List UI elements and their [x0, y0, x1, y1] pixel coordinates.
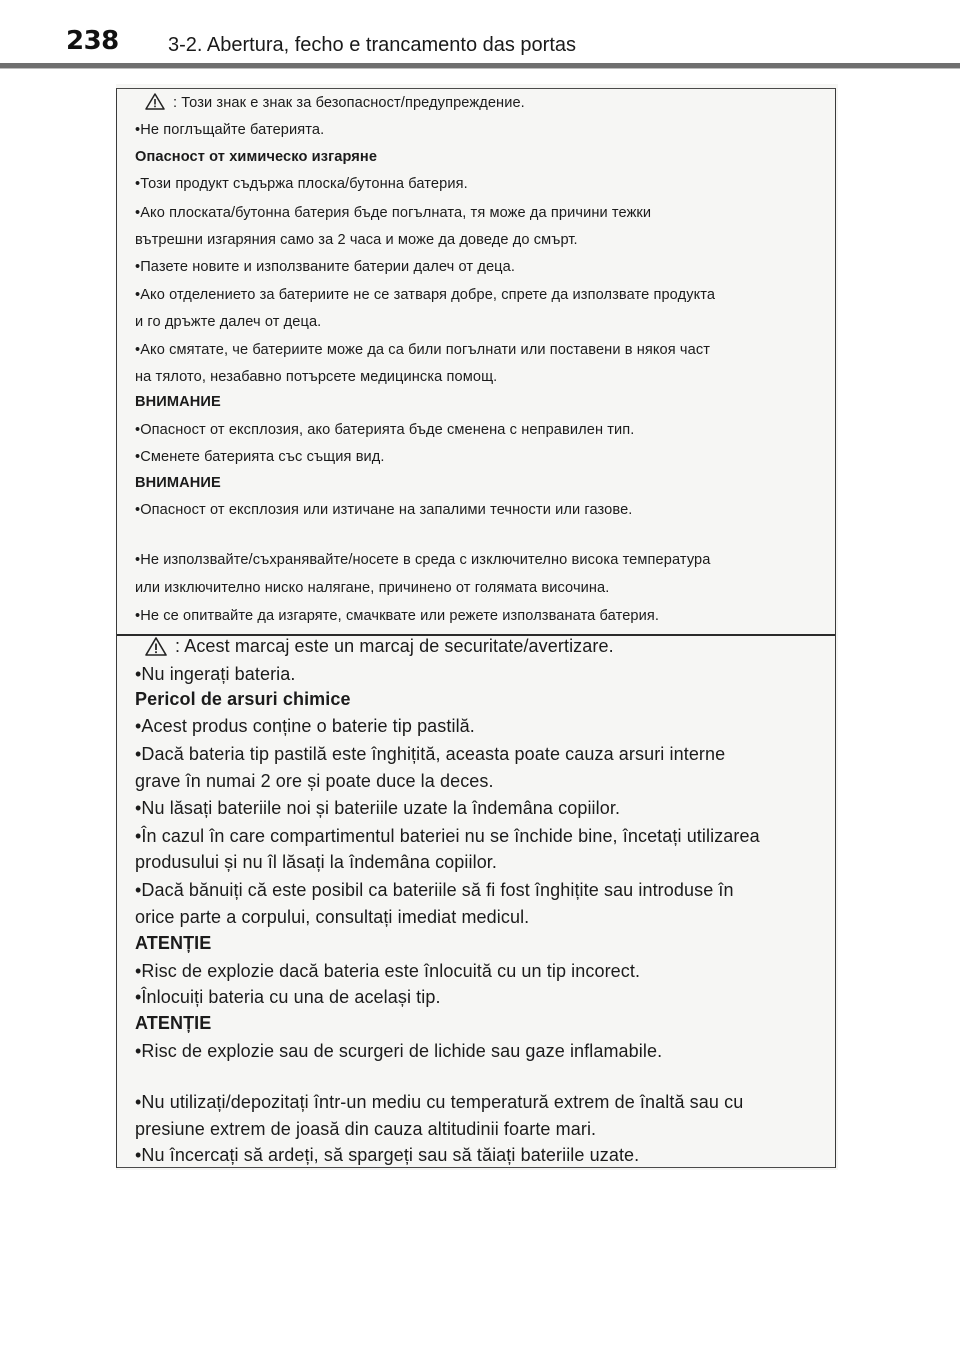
section-title: 3-2. Abertura, fecho e trancamento das portas: [168, 34, 577, 56]
bulgarian-line-8: и го дръжте далеч от деца.: [135, 314, 322, 330]
bulgarian-line-1: •Не поглъщайте батерията.: [135, 122, 325, 138]
romanian-line-4: •Dacă bateria tip pastilă este înghițită, aceasta poate cauza arsuri interne: [135, 744, 726, 764]
page-header: [0, 0, 960, 70]
romanian-line-1: •Nu ingerați bateria.: [135, 664, 296, 684]
header-divider: [0, 63, 960, 68]
bulgarian-line-10: на тялото, незабавно потърсете медицинска помощ.: [135, 369, 498, 385]
bulgarian-line-18: •Не се опитвайте да изгаряте, смачквате или режете използваната батерия.: [135, 608, 660, 624]
bulgarian-line-5: вътрешни изгаряния само за 2 часа и може да доведе до смърт.: [135, 232, 578, 248]
romanian-line-10: orice parte a corpului, consultați imediat medicul.: [135, 907, 530, 927]
romanian-line-6: •Nu lăsați bateriile noi și bateriile uzate la îndemâna copiilor.: [135, 798, 621, 818]
bulgarian-line-16: •Не използвайте/съхранявайте/носете в среда с изключително висока температура: [135, 552, 711, 568]
romanian-line-5: grave în numai 2 ore și poate duce la deces.: [135, 771, 494, 791]
romanian-heading-caution-2: ATENȚIE: [135, 1013, 212, 1033]
bulgarian-heading-caution-1: ВНИМАНИЕ: [135, 394, 221, 410]
bulgarian-line-0: : Този знак е знак за безопасност/предупреждение.: [173, 95, 525, 111]
warning-triangle-icon: [145, 637, 167, 656]
romanian-line-15: •Risc de explozie sau de scurgeri de lichide sau gaze inflamabile.: [135, 1041, 663, 1061]
romanian-heading-chemical-burn: Pericol de arsuri chimice: [135, 689, 351, 709]
bulgarian-heading-chemical-burn: Опасност от химическо изгаряне: [135, 149, 378, 165]
romanian-line-18: •Nu încercați să ardeți, să spargeți sau să tăiați bateriile uzate.: [135, 1145, 640, 1165]
romanian-line-17: presiune extrem de joasă din cauza altitudinii foarte mari.: [135, 1119, 597, 1139]
bulgarian-line-3: •Този продукт съдържа плоска/бутонна батерия.: [135, 176, 468, 192]
warning-triangle-icon: [145, 93, 165, 110]
romanian-line-12: •Risc de explozie dacă bateria este înlocuită cu un tip incorect.: [135, 961, 641, 981]
bulgarian-line-6: •Пазете новите и използваните батерии далеч от деца.: [135, 259, 515, 275]
romanian-safety-line: [145, 636, 614, 657]
page-number: 238: [66, 26, 119, 56]
romanian-line-3: •Acest produs conține o baterie tip pastilă.: [135, 716, 475, 736]
bulgarian-safety-line: [145, 93, 525, 111]
bulgarian-line-12: •Опасност от експлозия, ако батерията бъде сменена с неправилен тип.: [135, 422, 635, 438]
romanian-line-9: •Dacă bănuiți că este posibil ca bateriile să fi fost înghițite sau introduse în: [135, 880, 734, 900]
romanian-line-16: •Nu utilizați/depozitați într-un mediu cu temperatură extrem de înaltă sau cu: [135, 1092, 744, 1112]
bulgarian-warning-panel: [116, 88, 836, 636]
bulgarian-heading-caution-2: ВНИМАНИЕ: [135, 475, 221, 491]
romanian-line-0: : Acest marcaj este un marcaj de securitate/avertizare.: [175, 636, 614, 656]
bulgarian-line-15: •Опасност от експлозия или изтичане на запалими течности или газове.: [135, 502, 633, 518]
romanian-line-7: •În cazul în care compartimentul bateriei nu se închide bine, încetați utilizarea: [135, 826, 760, 846]
bulgarian-line-4: •Ако плоската/бутонна батерия бъде погълната, тя може да причини тежки: [135, 205, 652, 221]
bulgarian-line-7: •Ако отделението за батериите не се затваря добре, спрете да използвате продукта: [135, 287, 716, 303]
romanian-line-13: •Înlocuiți bateria cu una de același tip.: [135, 987, 441, 1007]
romanian-warning-panel: [116, 632, 836, 1168]
bulgarian-line-13: •Сменете батерията със същия вид.: [135, 449, 385, 465]
romanian-line-8: produsului și nu îl lăsați la îndemâna copiilor.: [135, 852, 498, 872]
bulgarian-line-17: или изключително ниско налягане, причинено от голямата височина.: [135, 580, 610, 596]
romanian-heading-caution-1: ATENȚIE: [135, 933, 212, 953]
bulgarian-line-9: •Ако смятате, че батериите може да са били погълнати или поставени в някоя част: [135, 342, 711, 358]
